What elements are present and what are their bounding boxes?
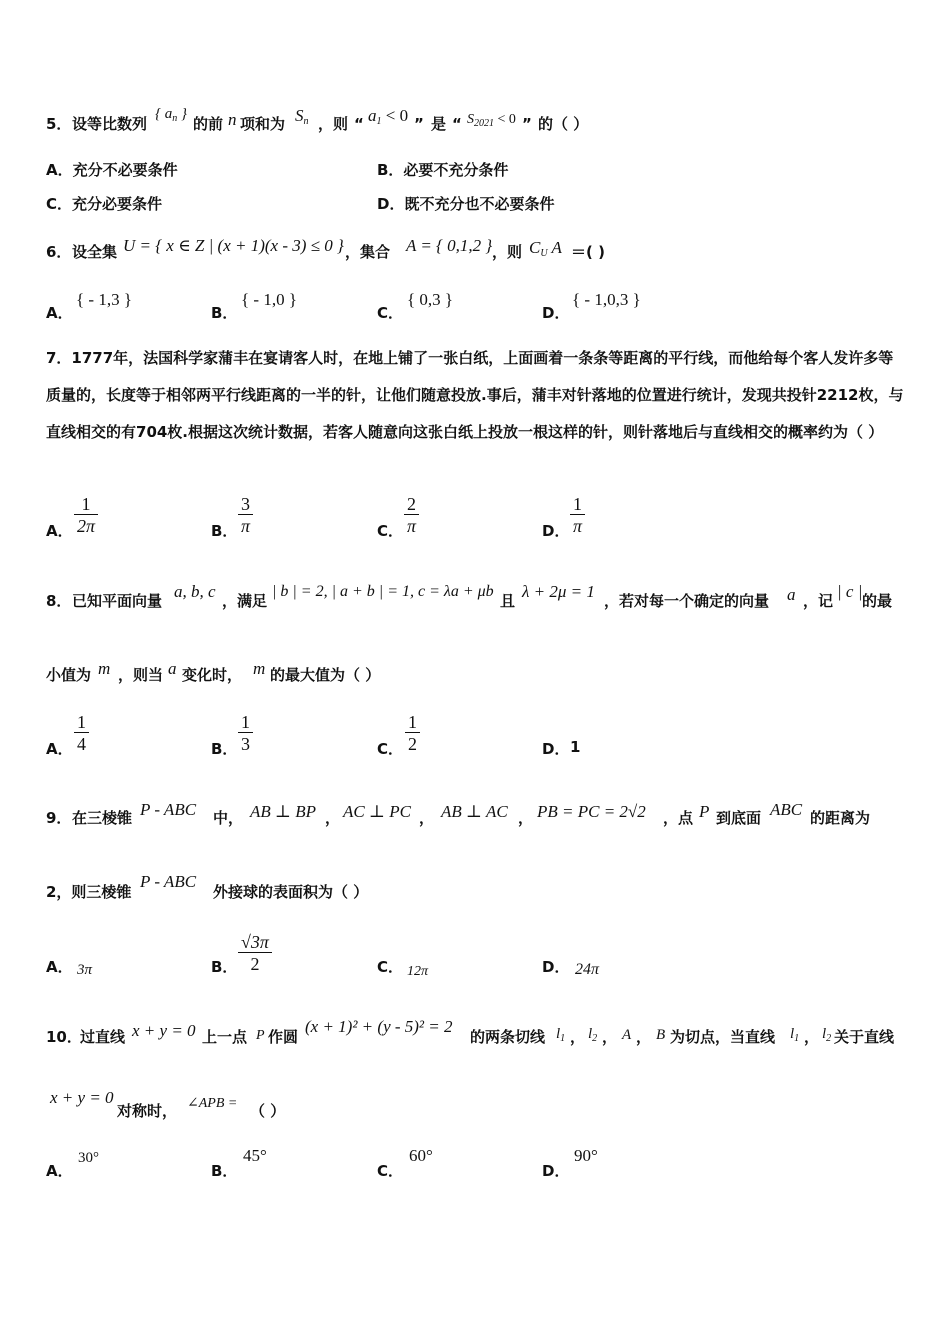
q8-option-d-label[interactable]: D．: [542, 740, 570, 758]
q6-number: 6．: [46, 243, 72, 261]
q6-option-c-label[interactable]: C．: [377, 304, 404, 322]
q9-cond-3: AB ⊥ AC: [441, 802, 508, 821]
q8-option-b-label[interactable]: B．: [211, 740, 238, 758]
q8-text-5: ，记: [803, 592, 834, 610]
q10-P: P: [256, 1028, 265, 1043]
q8-text-4: ，若对每一个确定的向量: [604, 592, 770, 610]
q8-text-10: 的最大值为（ ）: [270, 666, 381, 684]
q9-option-b-label[interactable]: B．: [211, 958, 238, 976]
q7-option-d-label[interactable]: D．: [542, 522, 570, 540]
q8-option-c-label[interactable]: C．: [377, 740, 404, 758]
q8-text-2: ，满足: [222, 592, 268, 610]
q9-option-a[interactable]: 3π: [77, 962, 93, 978]
q8-option-d[interactable]: 1: [570, 738, 581, 756]
q5-text-3: 项和为: [240, 115, 286, 133]
q6-complement: $C_U$ A: [529, 238, 562, 259]
q10-angle: ∠APB =: [187, 1096, 238, 1111]
q5-quote-3: “: [452, 115, 462, 133]
q5-text-5: 是: [431, 115, 447, 133]
q6-text-1: 设全集: [72, 243, 118, 261]
q5-S: $S_n$: [295, 106, 309, 127]
q10-sep-4: ，: [804, 1028, 820, 1046]
q8-a-2: a: [168, 659, 177, 678]
q8-m-2: m: [253, 659, 266, 678]
q5-option-a[interactable]: A．充分不必要条件: [46, 161, 178, 179]
q9-text-3: ，点: [663, 809, 694, 827]
q6-option-a-label[interactable]: A．: [46, 304, 73, 322]
q9-number: 9．: [46, 809, 72, 827]
q8-a: a: [787, 585, 796, 604]
q10-B: B: [656, 1027, 666, 1043]
q8-text-3: 且: [500, 592, 516, 610]
q6-option-d-label[interactable]: D．: [542, 304, 570, 322]
q10-l2: $l_2$: [588, 1026, 598, 1044]
q9-cond-4: PB = PC = 2√2: [537, 802, 646, 821]
q8-vectors: a, b, c: [174, 582, 216, 601]
q5-cond-2: $S_{2021} < 0$: [467, 112, 516, 129]
q9-text-6: 2，则三棱锥: [46, 883, 132, 901]
q8-condition: | b | = 2, | a + b | = 1, c = λa + μb: [272, 583, 494, 600]
q5-n: n: [228, 110, 237, 129]
q9-text-5: 的距离为: [810, 809, 871, 827]
q8-condition-2: λ + 2μ = 1: [522, 582, 595, 601]
q8-text-8: ，则当: [118, 666, 164, 684]
q9-ABC: ABC: [770, 800, 803, 819]
q10-option-b[interactable]: 45°: [243, 1146, 267, 1165]
q8-option-b[interactable]: $\frac{1}{3}$: [238, 712, 253, 755]
q8-text-9: 变化时，: [182, 666, 243, 684]
q10-text-1: 过直线: [80, 1028, 126, 1046]
q7-text: 7．1777年，法国科学家蒲丰在宴请客人时，在地上铺了一张白纸，上面画着一条条等距离的平行线，而他给每个客人发许多等质量的，长度等于相邻两平行线距离的一半的针，让他们随意投放.事后，蒲丰对针落地的位置进行统计，发现共投针2212枚，与直线相交的有704枚.根据这次统计数据，若客人随意向这张白纸上投放一根这样的针，则针落地后与直线相交的概率约为（ ）: [46, 349, 904, 441]
q8-option-a[interactable]: $\frac{1}{4}$: [74, 712, 89, 755]
q10-A: A: [622, 1027, 632, 1043]
q7-option-d[interactable]: $\frac{1}{\pi}$: [570, 494, 585, 537]
q9-option-d[interactable]: 24π: [575, 961, 600, 978]
q10-line: x + y = 0: [132, 1021, 196, 1040]
q10-sep-3: ，: [636, 1028, 652, 1046]
q10-option-d[interactable]: 90°: [574, 1146, 598, 1165]
q10-option-b-label[interactable]: B．: [211, 1162, 238, 1180]
q9-cond-1: AB ⊥ BP: [250, 802, 317, 821]
q8-abs-c: | c |: [837, 582, 863, 601]
q10-line-2: x + y = 0: [50, 1088, 114, 1107]
q8-text-7: 小值为: [46, 666, 92, 684]
q9-sep-1: ，: [325, 809, 341, 827]
q6-text-3: ，则: [492, 243, 523, 261]
q10-text-8: （ ）: [250, 1102, 286, 1120]
q10-l1: $l_1$: [556, 1026, 566, 1044]
q5-sequence: { $a_n$ }: [155, 106, 187, 124]
q10-text-2: 上一点: [202, 1028, 248, 1046]
q8-text-1: 已知平面向量: [72, 592, 163, 610]
q10-text-5: 为切点，当直线: [670, 1028, 776, 1046]
q6-set-a: A = { 0,1,2 }: [406, 236, 493, 255]
q9-text-1: 在三棱锥: [72, 809, 133, 827]
q10-l1-b: $l_1$: [790, 1026, 800, 1044]
q9-option-c[interactable]: 12π: [407, 964, 429, 979]
q6-option-c[interactable]: { 0,3 }: [407, 290, 454, 309]
q10-l2-b: $l_2$: [822, 1026, 832, 1044]
q10-number: 10．: [46, 1028, 82, 1046]
q10-sep-2: ，: [602, 1028, 618, 1046]
q9-cond-2: AC ⊥ PC: [343, 802, 411, 821]
q5-quote-2: ”: [414, 115, 424, 133]
q10-option-a-label[interactable]: A．: [46, 1162, 73, 1180]
q6-option-b-label[interactable]: B．: [211, 304, 238, 322]
q10-option-a[interactable]: 30°: [78, 1150, 99, 1166]
q6-option-a[interactable]: { - 1,3 }: [76, 290, 132, 309]
q8-option-c[interactable]: $\frac{1}{2}$: [405, 712, 420, 755]
q7-option-c-label[interactable]: C．: [377, 522, 404, 540]
q5-text-2: 的前: [193, 115, 224, 133]
q9-text-7: 外接球的表面积为（ ）: [213, 883, 369, 901]
q7-option-a-label[interactable]: A．: [46, 522, 73, 540]
q10-circle: (x + 1)² + (y - 5)² = 2: [305, 1017, 453, 1036]
q10-text-4: 的两条切线: [470, 1028, 546, 1046]
q5-quote-4: ”: [522, 115, 532, 133]
q7-option-b[interactable]: $\frac{3}{\pi}$: [238, 494, 253, 537]
q10-text-3: 作圆: [268, 1028, 299, 1046]
q6-text-4: ＝( ): [571, 243, 605, 261]
q5-cond-1: $a_1 < 0$: [368, 106, 409, 127]
q5-text-6: 的（ ）: [538, 115, 589, 133]
q8-number: 8．: [46, 592, 72, 610]
q9-sep-3: ，: [518, 809, 534, 827]
q5-text-1: 设等比数列: [72, 115, 148, 133]
q9-option-c-label[interactable]: C．: [377, 958, 404, 976]
q10-option-c-label[interactable]: C．: [377, 1162, 404, 1180]
q6-text-2: ，集合: [345, 243, 391, 261]
q9-P: P: [699, 802, 710, 821]
q8-m: m: [98, 659, 111, 678]
q9-pyramid: P - ABC: [140, 800, 197, 819]
q10-sep-1: ，: [570, 1028, 586, 1046]
q5-quote-1: “: [354, 115, 364, 133]
q5-option-c[interactable]: C．充分必要条件: [46, 195, 163, 213]
q9-option-d-label[interactable]: D．: [542, 958, 570, 976]
q10-text-6: 关于直线: [834, 1028, 895, 1046]
q9-pyramid-2: P - ABC: [140, 872, 197, 891]
q8-text-6: 的最: [862, 592, 893, 610]
q10-text-7: 对称时，: [117, 1102, 178, 1120]
q9-sep-2: ，: [419, 809, 435, 827]
q10-option-c[interactable]: 60°: [409, 1146, 433, 1165]
q7-option-a[interactable]: $\frac{1}{2\pi}$: [74, 494, 98, 537]
q5-text-4: ，则: [318, 115, 349, 133]
q6-option-b[interactable]: { - 1,0 }: [241, 290, 297, 309]
q7-option-b-label[interactable]: B．: [211, 522, 238, 540]
q9-option-a-label[interactable]: A．: [46, 958, 73, 976]
q8-option-a-label[interactable]: A．: [46, 740, 73, 758]
q5-option-d[interactable]: D．既不充分也不必要条件: [377, 195, 555, 213]
q9-option-b[interactable]: $\frac{√3\pi}{2}$: [238, 932, 272, 975]
q5-number: 5．: [46, 115, 72, 133]
q9-text-2: 中，: [213, 809, 244, 827]
q10-option-d-label[interactable]: D．: [542, 1162, 570, 1180]
q6-universal-set: U = { x ∈ Z | (x + 1)(x - 3) ≤ 0 }: [123, 236, 344, 255]
q5-option-b[interactable]: B．必要不充分条件: [377, 161, 509, 179]
q6-option-d[interactable]: { - 1,0,3 }: [572, 290, 641, 309]
q9-text-4: 到底面: [716, 809, 762, 827]
q7-option-c[interactable]: $\frac{2}{\pi}$: [404, 494, 419, 537]
